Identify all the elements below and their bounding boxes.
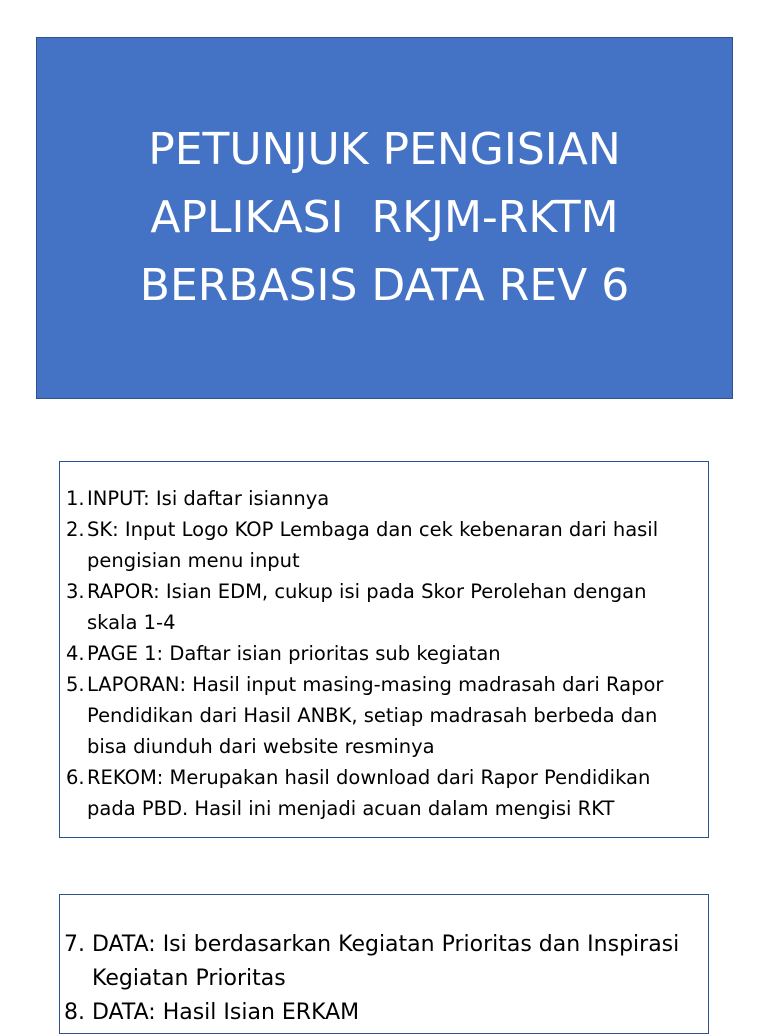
item-text: DATA: Isi berdasarkan Kegiatan Prioritas dan Inspirasi Kegiatan Prioritas	[92, 932, 680, 991]
list-item	[66, 483, 698, 514]
item-number: 6.	[66, 766, 85, 789]
item-text: PAGE 1: Daftar isian prioritas sub kegiatan	[87, 642, 501, 665]
list-item	[66, 514, 698, 576]
list-item	[66, 638, 698, 669]
instruction-list-2	[64, 928, 698, 1030]
item-text: SK: Input Logo KOP Lembaga dan cek kebenaran dari hasil pengisian menu input	[87, 518, 659, 572]
item-text: INPUT: Isi daftar isiannya	[87, 487, 330, 510]
item-text: LAPORAN: Hasil input masing-masing madrasah dari Rapor Pendidikan dari Hasil ANBK, setiap madrasah berbeda dan bisa diunduh dari website resminya	[87, 673, 664, 758]
list-item	[66, 576, 698, 638]
item-number: 8.	[64, 1000, 85, 1025]
item-number: 3.	[66, 580, 85, 603]
item-number: 2.	[66, 518, 85, 541]
item-number: 1.	[66, 487, 85, 510]
list-item	[64, 928, 698, 996]
instruction-box-2	[59, 894, 709, 1034]
title-line-3: BERBASIS DATA REV 6	[139, 260, 630, 311]
page-title	[140, 116, 629, 320]
item-text: DATA: Hasil Isian ERKAM	[92, 1000, 360, 1025]
list-item	[66, 762, 698, 824]
instruction-box-1	[59, 461, 709, 838]
item-text: RAPOR: Isian EDM, cukup isi pada Skor Perolehan dengan skala 1-4	[87, 580, 647, 634]
item-number: 4.	[66, 642, 85, 665]
title-line-2: APLIKASI RKJM-RKTM	[150, 192, 619, 243]
instruction-list-1	[66, 483, 698, 824]
list-item	[66, 669, 698, 762]
title-line-1: PETUNJUK PENGISIAN	[148, 124, 621, 175]
title-banner	[36, 37, 733, 399]
item-text: REKOM: Merupakan hasil download dari Rapor Pendidikan pada PBD. Hasil ini menjadi acuan dalam mengisi RKT	[87, 766, 651, 820]
item-number: 7.	[64, 932, 85, 957]
item-number: 5.	[66, 673, 85, 696]
list-item	[64, 996, 698, 1030]
